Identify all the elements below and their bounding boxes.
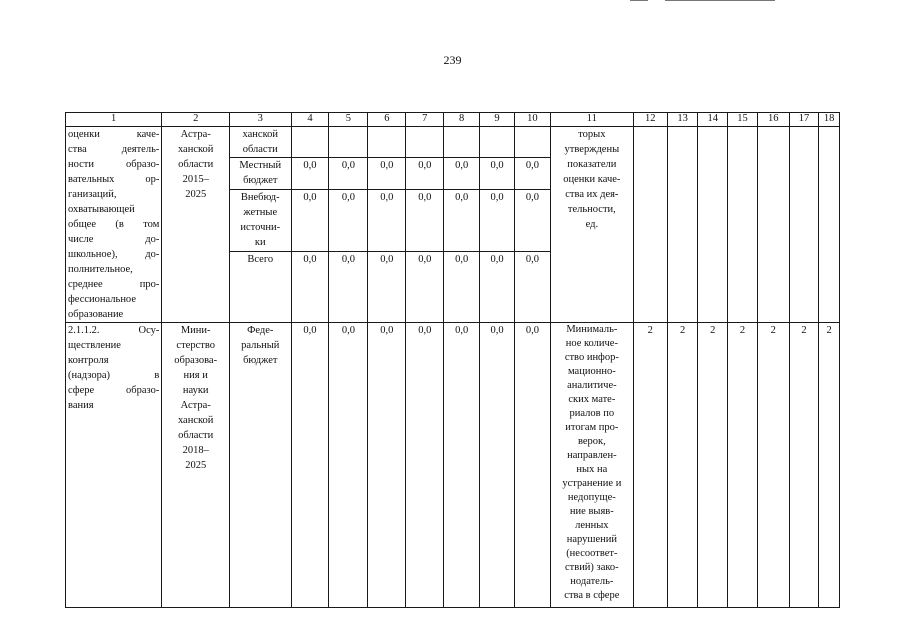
text-line: ханской xyxy=(177,415,214,426)
value-cell: 0,0 xyxy=(291,158,329,189)
text-line: бюджет xyxy=(243,175,278,187)
indicator-value-cell: 2 xyxy=(698,323,728,608)
value-cell: 0,0 xyxy=(406,189,444,251)
value-cell: 0,0 xyxy=(291,189,329,251)
value-cell: 0,0 xyxy=(406,323,444,608)
text-line: оценки каче- xyxy=(68,129,160,140)
text-line: вания xyxy=(68,400,94,411)
source-cell xyxy=(230,158,292,189)
text-line: 2025 xyxy=(185,460,207,471)
value-cell: 0,0 xyxy=(291,251,329,322)
indicator-value-cell: 2 xyxy=(819,323,840,608)
scan-mark-top-1 xyxy=(630,0,648,1)
text-line: полнительное, xyxy=(68,264,133,275)
text-line: показатели xyxy=(567,159,617,170)
value-cell xyxy=(514,127,550,158)
indicator-value-cell: 2 xyxy=(757,323,789,608)
value-cell: 0,0 xyxy=(368,323,406,608)
text-line: образова- xyxy=(174,355,218,366)
header-cell: 4 xyxy=(291,113,329,127)
text-line: области xyxy=(178,159,214,170)
value-cell xyxy=(329,127,368,158)
text-line: торых xyxy=(578,129,606,140)
text-line: 2015– xyxy=(182,174,209,185)
text-line: Астра- xyxy=(180,400,211,411)
text-line: направлен- xyxy=(567,450,617,461)
header-cell: 7 xyxy=(406,113,444,127)
value-cell: 0,0 xyxy=(329,323,368,608)
indicator-value-cell: 2 xyxy=(789,323,819,608)
text-line: утверждены xyxy=(564,144,620,155)
text-line: Астра- xyxy=(180,129,211,140)
text-line: ленных xyxy=(575,520,609,531)
indicator-cell xyxy=(698,127,728,323)
header-cell: 16 xyxy=(757,113,789,127)
value-cell xyxy=(444,127,480,158)
header-cell: 18 xyxy=(819,113,840,127)
value-cell: 0,0 xyxy=(514,158,550,189)
value-cell: 0,0 xyxy=(444,323,480,608)
value-cell: 0,0 xyxy=(329,158,368,189)
indicator-cell xyxy=(728,127,758,323)
value-cell xyxy=(480,127,515,158)
header-cell: 12 xyxy=(633,113,667,127)
indicator-cell xyxy=(819,127,840,323)
header-cell: 9 xyxy=(480,113,515,127)
text-line: источни- xyxy=(240,221,281,233)
text-line: области xyxy=(242,144,278,155)
text-line: Местный xyxy=(239,160,282,172)
table-row xyxy=(66,323,840,608)
source-cell xyxy=(230,251,292,322)
text-line: ханской xyxy=(177,144,214,155)
text-line: вательных ор- xyxy=(68,174,160,185)
text-line: устранение и xyxy=(562,478,622,489)
value-cell: 0,0 xyxy=(514,251,550,322)
text-line: контроля xyxy=(68,355,109,366)
text-line: аналитиче- xyxy=(567,380,617,391)
value-cell xyxy=(291,127,329,158)
text-line: (несоответ- xyxy=(566,548,618,559)
text-line: ществление xyxy=(68,340,121,351)
text-line: 2018– xyxy=(182,445,209,456)
text-line: (надзора) в xyxy=(68,370,160,381)
value-cell: 0,0 xyxy=(406,158,444,189)
indicator-value-cell: 2 xyxy=(633,323,667,608)
header-row xyxy=(66,113,840,127)
indicator-value-cell: 2 xyxy=(728,323,758,608)
text-line: ния и xyxy=(183,370,208,381)
indicator-name-cell xyxy=(550,323,633,608)
indicator-cell xyxy=(667,127,698,323)
measure-name-cell xyxy=(66,323,162,608)
text-line: охватывающей xyxy=(68,204,135,215)
header-cell: 1 xyxy=(66,113,162,127)
text-line: Внебюд- xyxy=(240,191,280,203)
value-cell: 0,0 xyxy=(514,189,550,251)
text-line: ности образо- xyxy=(68,159,160,170)
text-line: общее (в том xyxy=(68,219,160,230)
text-line: стерство xyxy=(176,340,215,351)
text-line: ние выяв- xyxy=(569,506,614,517)
text-line: Феде- xyxy=(247,325,274,336)
text-line: ки xyxy=(254,236,266,248)
indicator-value-cell: 2 xyxy=(667,323,698,608)
text-line: науки xyxy=(182,385,209,396)
text-line: Всего xyxy=(247,253,274,265)
header-cell: 10 xyxy=(514,113,550,127)
value-cell: 0,0 xyxy=(480,251,515,322)
value-cell: 0,0 xyxy=(480,158,515,189)
text-line: ных на xyxy=(576,464,608,475)
source-cell xyxy=(230,189,292,251)
value-cell: 0,0 xyxy=(480,189,515,251)
executor-cell xyxy=(162,323,230,608)
text-line: 2025 xyxy=(185,189,207,200)
header-cell: 6 xyxy=(368,113,406,127)
text-line: числе до- xyxy=(68,234,160,245)
value-cell xyxy=(368,127,406,158)
budget-table xyxy=(65,112,840,608)
text-line: области xyxy=(178,430,214,441)
text-line: нарушений xyxy=(566,534,617,545)
header-cell: 14 xyxy=(698,113,728,127)
value-cell xyxy=(406,127,444,158)
table-row xyxy=(66,127,840,158)
text-line: бюджет xyxy=(243,355,278,366)
text-line: итогам про- xyxy=(565,422,619,433)
source-cell xyxy=(230,127,292,158)
value-cell: 0,0 xyxy=(368,251,406,322)
text-line: жетные xyxy=(243,206,278,218)
scan-mark-top-2 xyxy=(665,0,775,1)
measure-name-cell xyxy=(66,127,162,323)
text-line: сфере образо- xyxy=(68,385,160,396)
text-line: Мини- xyxy=(180,325,211,336)
header-cell: 5 xyxy=(329,113,368,127)
value-cell: 0,0 xyxy=(480,323,515,608)
text-line: 2.1.1.2. Осу- xyxy=(68,325,160,336)
indicator-cell xyxy=(757,127,789,323)
header-cell: 2 xyxy=(162,113,230,127)
text-line: ральный xyxy=(241,340,280,351)
text-line: ствий) зако- xyxy=(564,562,619,573)
indicator-name-cell xyxy=(550,127,633,323)
text-line: недопуще- xyxy=(567,492,616,503)
text-line: нодатель- xyxy=(570,576,614,587)
indicator-cell xyxy=(789,127,819,323)
text-line: тельности, xyxy=(567,204,616,215)
text-line: образование xyxy=(68,309,124,320)
value-cell: 0,0 xyxy=(444,158,480,189)
text-line: Минималь- xyxy=(566,324,618,335)
value-cell: 0,0 xyxy=(514,323,550,608)
text-line: ских мате- xyxy=(568,394,616,405)
value-cell: 0,0 xyxy=(329,189,368,251)
text-line: мационно- xyxy=(567,366,616,377)
text-line: ства в сфере xyxy=(564,590,620,601)
value-cell: 0,0 xyxy=(368,158,406,189)
text-line: ное количе- xyxy=(565,338,618,349)
text-line: школьное), до- xyxy=(68,249,160,260)
value-cell: 0,0 xyxy=(406,251,444,322)
text-line: ханской xyxy=(242,129,279,140)
page-number: 239 xyxy=(443,53,462,67)
header-cell: 15 xyxy=(728,113,758,127)
text-line: верок, xyxy=(577,436,606,447)
source-cell xyxy=(230,323,292,608)
header-cell: 3 xyxy=(230,113,292,127)
value-cell: 0,0 xyxy=(291,323,329,608)
header-cell: 8 xyxy=(444,113,480,127)
value-cell: 0,0 xyxy=(329,251,368,322)
text-line: среднее про- xyxy=(68,279,160,290)
text-line: риалов по xyxy=(569,408,615,419)
text-line: ство инфор- xyxy=(564,352,619,363)
executor-cell xyxy=(162,127,230,323)
value-cell: 0,0 xyxy=(444,251,480,322)
value-cell: 0,0 xyxy=(368,189,406,251)
text-line: ства их дея- xyxy=(565,189,619,200)
text-line: ства деятель- xyxy=(68,144,160,155)
header-cell: 17 xyxy=(789,113,819,127)
header-cell: 13 xyxy=(667,113,698,127)
text-line: ганизаций, xyxy=(68,189,117,200)
text-line: оценки каче- xyxy=(563,174,621,185)
value-cell: 0,0 xyxy=(444,189,480,251)
indicator-cell xyxy=(633,127,667,323)
header-cell: 11 xyxy=(550,113,633,127)
text-line: ед. xyxy=(585,219,599,230)
text-line: фессиональное xyxy=(68,294,136,305)
